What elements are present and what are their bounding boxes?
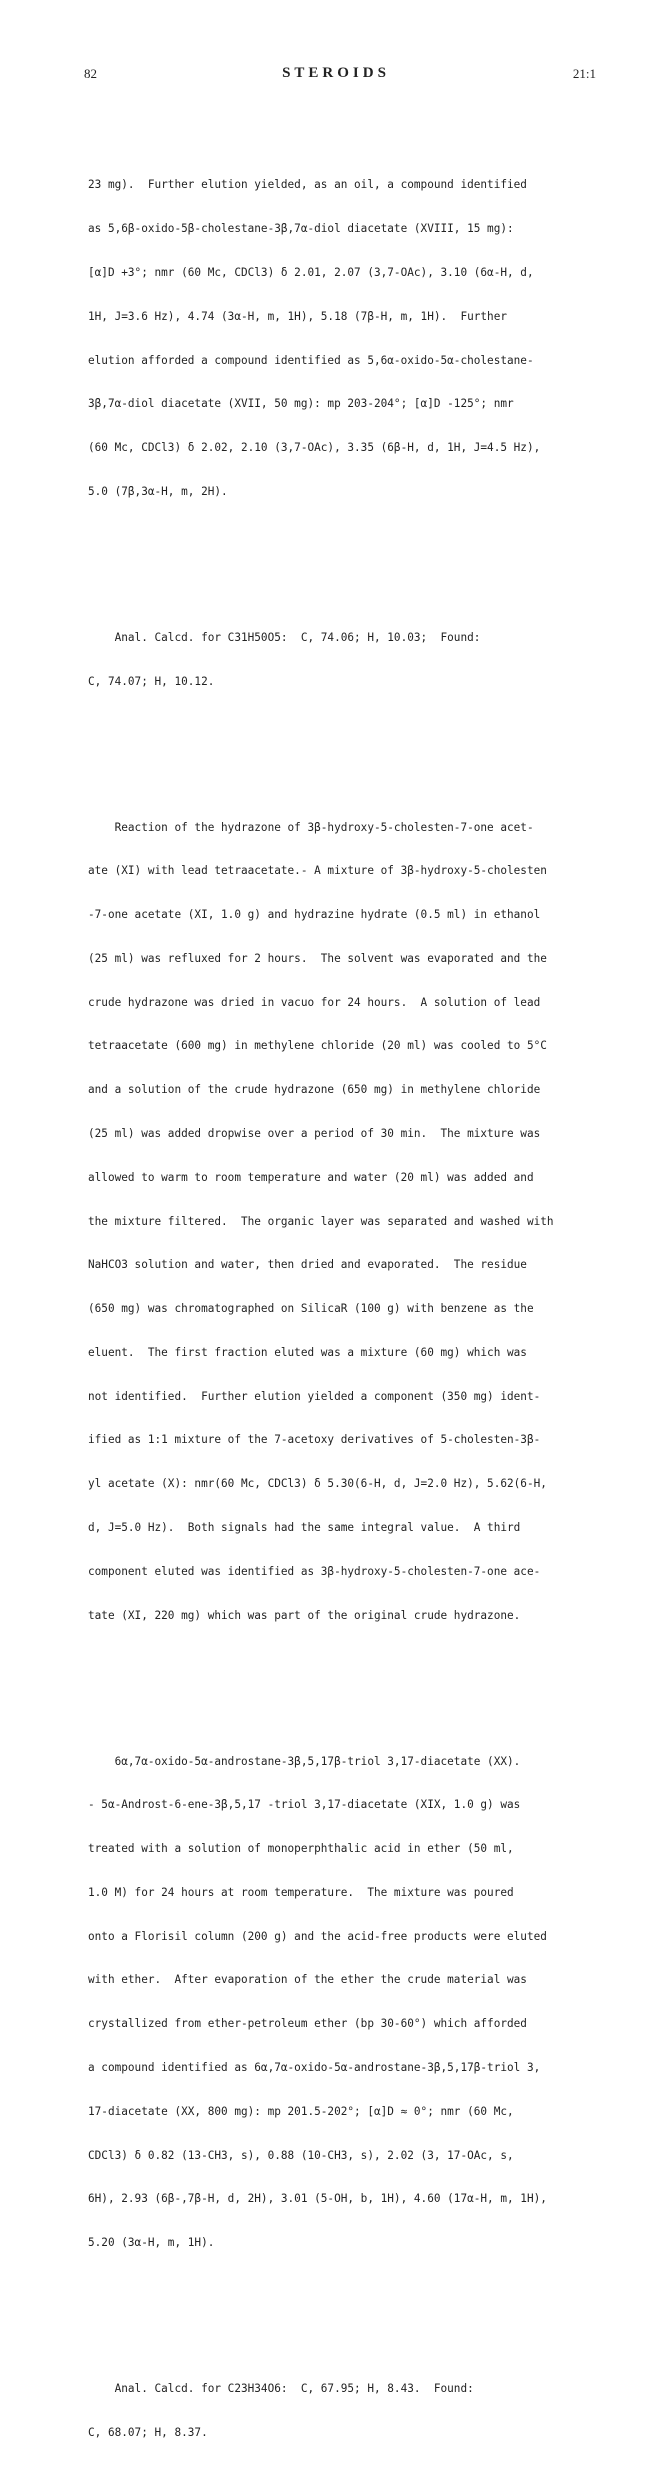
issue-number: 21:1 bbox=[572, 66, 596, 81]
text-line: CDCl3) δ 0.82 (13-CH3, s), 0.88 (10-CH3, s), 2.02 (3, 17-OAc, s, bbox=[88, 2148, 514, 2162]
text-line: 17-diacetate (XX, 800 mg): mp 201.5-202°; [α]D ≈ 0°; nmr (60 Mc, bbox=[88, 2104, 514, 2118]
text-line: and a solution of the crude hydrazone (650 mg) in methylene chloride bbox=[88, 1083, 541, 1097]
paragraph-analysis-2 bbox=[88, 2353, 648, 2470]
text-line: C, 74.07; H, 10.12. bbox=[88, 674, 215, 688]
paragraph-oxido-cholestane bbox=[88, 149, 648, 528]
text-line: a compound identified as 6α,7α-oxido-5α-androstane-3β,5,17β-triol 3, bbox=[88, 2060, 541, 2074]
text-line: 6α,7α-oxido-5α-androstane-3β,5,17β-triol 3,17-diacetate (XX). bbox=[88, 1754, 521, 1768]
text-line: component eluted was identified as 3β-hydroxy-5-cholesten-7-one ace- bbox=[88, 1564, 541, 1578]
text-line: 3β,7α-diol diacetate (XVII, 50 mg): mp 203-204°; [α]D -125°; nmr bbox=[88, 397, 514, 411]
text-line: NaHCO3 solution and water, then dried and evaporated. The residue bbox=[88, 1258, 527, 1272]
text-line: (650 mg) was chromatographed on SilicaR (100 g) with benzene as the bbox=[88, 1302, 534, 1316]
text-line: [α]D +3°; nmr (60 Mc, CDCl3) δ 2.01, 2.07 (3,7-OAc), 3.10 (6α-H, d, bbox=[88, 265, 534, 279]
text-line: (25 ml) was refluxed for 2 hours. The solvent was evaporated and the bbox=[88, 951, 547, 965]
text-line: eluent. The first fraction eluted was a mixture (60 mg) which was bbox=[88, 1345, 527, 1359]
text-line: yl acetate (X): nmr(60 Mc, CDCl3) δ 5.30(6-H, d, J=2.0 Hz), 5.62(6-H, bbox=[88, 1477, 547, 1491]
text-line: the mixture filtered. The organic layer was separated and washed with bbox=[88, 1214, 554, 1228]
text-line: crude hydrazone was dried in vacuo for 24 hours. A solution of lead bbox=[88, 995, 541, 1009]
text-line: ate (XI) with lead tetraacetate.- A mixture of 3β-hydroxy-5-cholesten bbox=[88, 864, 547, 878]
text-line: 1H, J=3.6 Hz), 4.74 (3α-H, m, 1H), 5.18 (7β-H, m, 1H). Further bbox=[88, 309, 507, 323]
text-line: tate (XI, 220 mg) which was part of the original crude hydrazone. bbox=[88, 1608, 521, 1622]
paragraph-hydrazone-reaction bbox=[88, 791, 648, 1652]
text-line: onto a Florisil column (200 g) and the acid-free products were eluted bbox=[88, 1929, 547, 1943]
text-line: 5.20 (3α-H, m, 1H). bbox=[88, 2236, 215, 2250]
page-header bbox=[0, 66, 672, 86]
text-line: allowed to warm to room temperature and water (20 ml) was added and bbox=[88, 1170, 534, 1184]
text-line: Reaction of the hydrazone of 3β-hydroxy-5-cholesten-7-one acet- bbox=[88, 820, 534, 834]
text-line: C, 68.07; H, 8.37. bbox=[88, 2425, 208, 2439]
text-line: (25 ml) was added dropwise over a period of 30 min. The mixture was bbox=[88, 1126, 541, 1140]
text-line: 1.0 M) for 24 hours at room temperature. The mixture was poured bbox=[88, 1885, 514, 1899]
text-line: 5.0 (7β,3α-H, m, 2H). bbox=[88, 484, 228, 498]
page-number: 82 bbox=[84, 66, 97, 81]
text-line: crystallized from ether-petroleum ether (bp 30-60°) which afforded bbox=[88, 2017, 527, 2031]
text-line: Anal. Calcd. for C23H34O6: C, 67.95; H, 8.43. Found: bbox=[88, 2382, 474, 2396]
text-line: as 5,6β-oxido-5β-cholestane-3β,7α-diol diacetate (XVIII, 15 mg): bbox=[88, 222, 514, 236]
article-body bbox=[88, 120, 648, 2484]
text-line: Anal. Calcd. for C31H50O5: C, 74.06; H, 10.03; Found: bbox=[88, 630, 481, 644]
text-line: treated with a solution of monoperphthalic acid in ether (50 ml, bbox=[88, 1842, 514, 1856]
text-line: (60 Mc, CDCl3) δ 2.02, 2.10 (3,7-OAc), 3.35 (6β-H, d, 1H, J=4.5 Hz), bbox=[88, 441, 541, 455]
text-line: 6H), 2.93 (6β-,7β-H, d, 2H), 3.01 (5-OH, b, 1H), 4.60 (17α-H, m, 1H), bbox=[88, 2192, 547, 2206]
text-line: tetraacetate (600 mg) in methylene chloride (20 ml) was cooled to 5°C bbox=[88, 1039, 547, 1053]
text-line: ified as 1:1 mixture of the 7-acetoxy derivatives of 5-cholesten-3β- bbox=[88, 1433, 541, 1447]
paragraph-androstane-triol bbox=[88, 1725, 648, 2280]
text-line: not identified. Further elution yielded a component (350 mg) ident- bbox=[88, 1389, 541, 1403]
text-line: -7-one acetate (XI, 1.0 g) and hydrazine hydrate (0.5 ml) in ethanol bbox=[88, 908, 541, 922]
text-line: - 5α-Androst-6-ene-3β,5,17 -triol 3,17-diacetate (XIX, 1.0 g) was bbox=[88, 1798, 521, 1812]
journal-title: STEROIDS bbox=[282, 65, 390, 81]
text-line: d, J=5.0 Hz). Both signals had the same integral value. A third bbox=[88, 1521, 521, 1534]
paragraph-analysis-1 bbox=[88, 602, 648, 719]
text-line: 23 mg). Further elution yielded, as an oil, a compound identified bbox=[88, 178, 527, 192]
text-line: elution afforded a compound identified as 5,6α-oxido-5α-cholestane- bbox=[88, 353, 534, 367]
text-line: with ether. After evaporation of the ether the crude material was bbox=[88, 1973, 527, 1987]
